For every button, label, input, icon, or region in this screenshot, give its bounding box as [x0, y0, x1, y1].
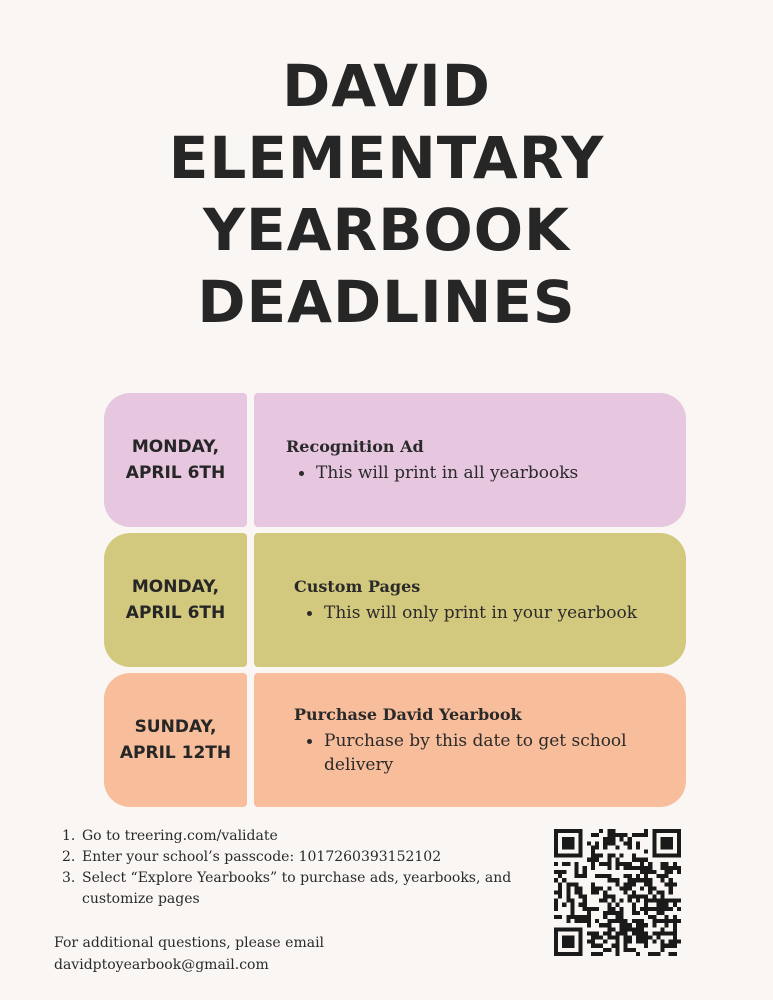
step-number: 3. [62, 870, 76, 886]
deadline-custom-pages [104, 533, 686, 667]
deadline-date-text: APRIL 12TH [119, 743, 232, 763]
title-line: DEADLINES [197, 268, 576, 336]
deadline-info [254, 393, 686, 527]
deadline-bullet: This will print in all yearbooks [286, 461, 686, 485]
title-line: ELEMENTARY [168, 124, 605, 192]
title-line: DAVID [282, 52, 491, 120]
instruction-step [62, 868, 532, 910]
deadline-date [104, 393, 247, 527]
deadline-date [104, 533, 247, 667]
instruction-step [62, 826, 532, 847]
deadline-date-text: APRIL 6TH [125, 463, 226, 483]
qr-code-icon [554, 829, 681, 956]
deadline-heading: Custom Pages [294, 577, 421, 596]
deadline-bullet: Purchase by this date to get school delivery [294, 729, 656, 777]
deadline-recognition-ad [104, 393, 686, 527]
contact-text: For additional questions, please email [54, 935, 325, 951]
deadline-bullet: This will only print in your yearbook [294, 601, 686, 625]
step-number: 2. [62, 849, 76, 865]
step-text: Select “Explore Yearbooks” to purchase ads, yearbooks, and customize pages [82, 870, 512, 907]
deadline-purchase-yearbook [104, 673, 686, 807]
instructions-list [62, 826, 532, 910]
step-number: 1. [62, 828, 76, 844]
page-title [0, 50, 773, 338]
contact-email: davidptoyearbook@gmail.com [54, 957, 269, 973]
deadline-date [104, 673, 247, 807]
step-text: Go to treering.com/validate [82, 828, 278, 844]
deadline-date-text: APRIL 6TH [125, 603, 226, 623]
contact-info [54, 932, 474, 976]
instruction-step [62, 847, 532, 868]
deadline-day: SUNDAY, [134, 717, 217, 737]
deadline-info [254, 673, 686, 807]
deadline-info [254, 533, 686, 667]
title-line: YEARBOOK [203, 196, 570, 264]
deadline-day: MONDAY, [131, 577, 220, 597]
deadline-heading: Recognition Ad [286, 437, 424, 456]
deadline-day: MONDAY, [131, 437, 220, 457]
step-text: Enter your school’s passcode: 1017260393152102 [82, 849, 442, 865]
deadline-heading: Purchase David Yearbook [294, 705, 522, 724]
